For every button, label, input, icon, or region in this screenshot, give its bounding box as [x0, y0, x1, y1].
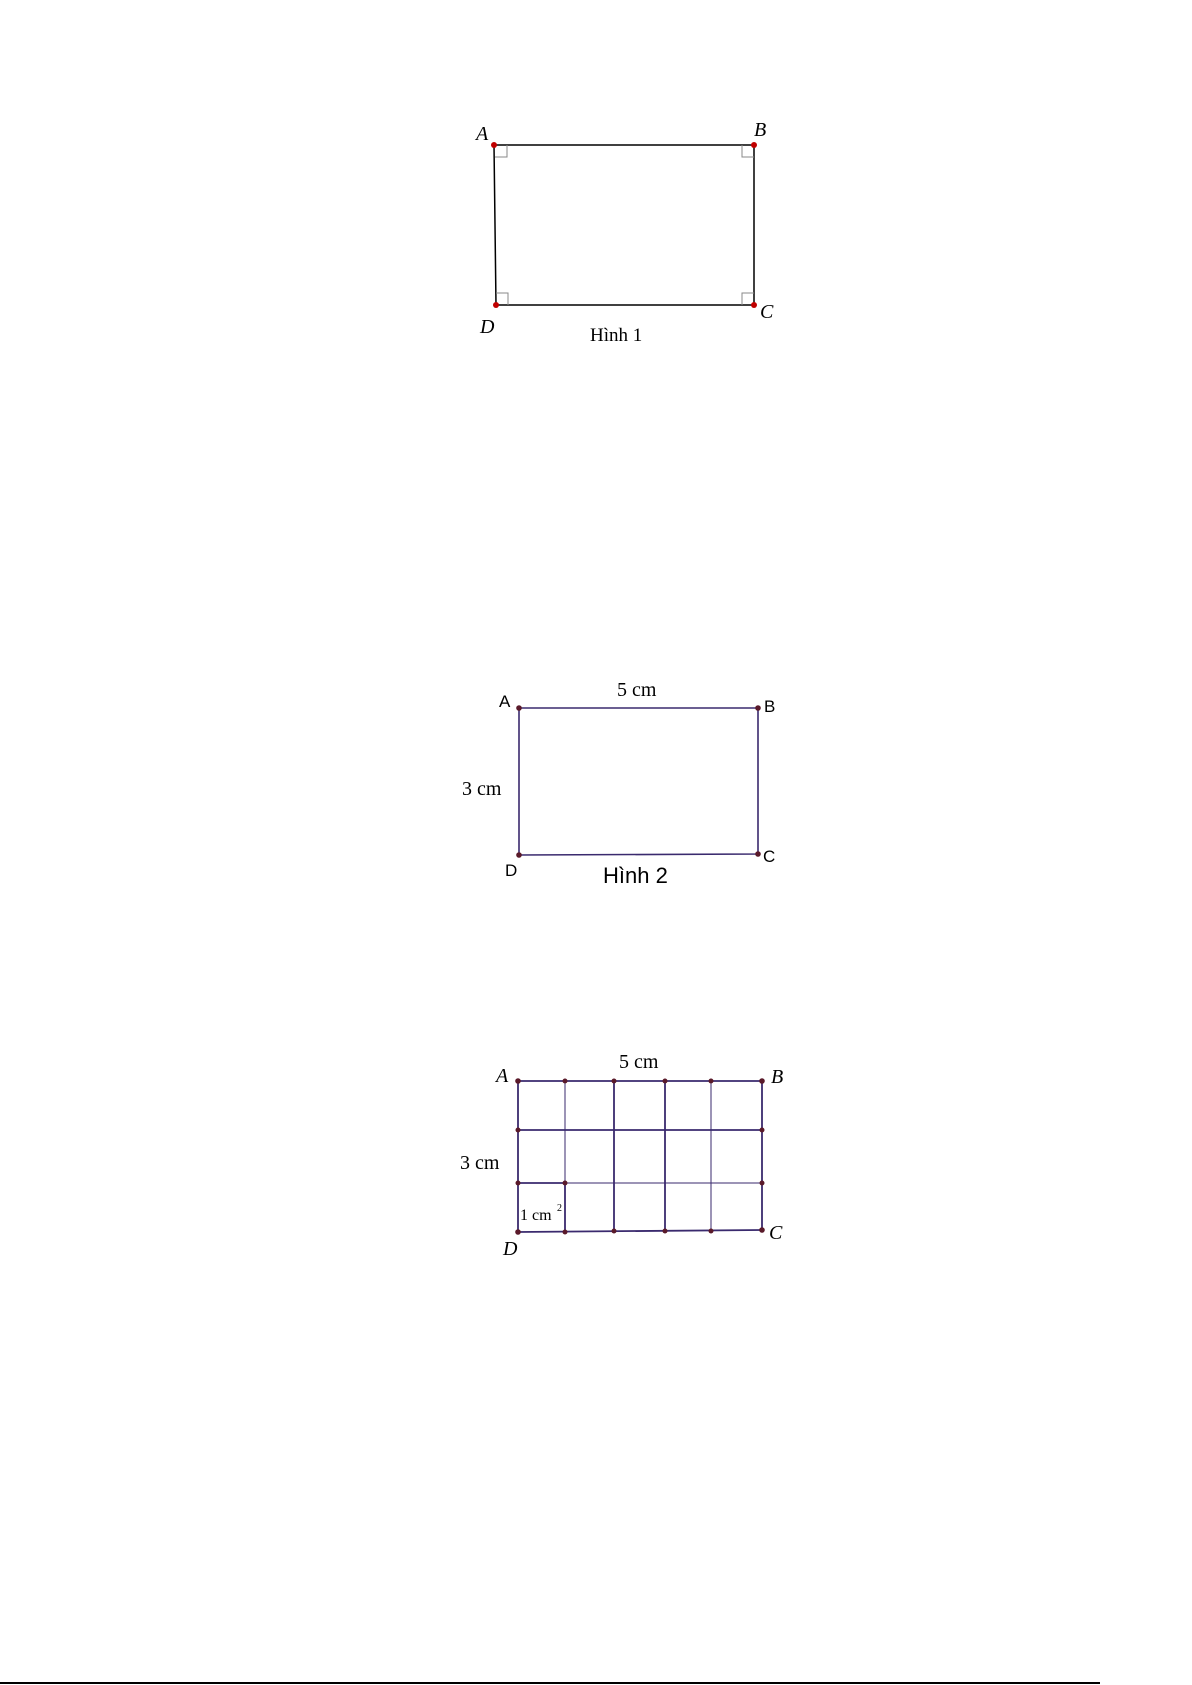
point-c [755, 851, 761, 857]
figure-1-rectangle-diagram [0, 100, 1192, 360]
grid-points [515, 1078, 765, 1235]
vertex-label-d: D [505, 861, 518, 880]
point-a [515, 1078, 521, 1084]
figure-2-caption: Hình 2 [603, 863, 668, 888]
unit-cell-label: 1 cm [520, 1207, 552, 1224]
right-angle-marker-a [495, 145, 507, 157]
point-b [759, 1078, 765, 1084]
figure-2-rectangle-diagram [0, 670, 1192, 900]
grid-point [663, 1079, 668, 1084]
point-d [516, 852, 522, 858]
grid-point [612, 1079, 617, 1084]
vertex-label-b: B [754, 119, 767, 141]
grid-point [516, 1181, 521, 1186]
top-length-label: 5 cm [619, 1051, 659, 1073]
grid-point [563, 1181, 568, 1186]
rectangle-abcd [519, 708, 758, 855]
vertex-label-d: D [480, 316, 495, 338]
unit-cell-exponent: 2 [557, 1203, 562, 1214]
grid-point [563, 1230, 568, 1235]
grid-point [709, 1229, 714, 1234]
page-bottom-rule [0, 1682, 1100, 1684]
grid-point [516, 1128, 521, 1133]
point-c [751, 302, 757, 308]
point-a [491, 142, 497, 148]
point-d [515, 1229, 521, 1235]
left-length-label: 3 cm [460, 1152, 500, 1174]
grid-point [612, 1229, 617, 1234]
point-b [755, 705, 761, 711]
vertex-label-b: B [771, 1066, 784, 1088]
grid-line-bottom [518, 1230, 762, 1232]
left-length-label: 3 cm [462, 778, 502, 800]
vertex-label-b: B [764, 697, 776, 716]
vertex-label-a: A [476, 123, 489, 145]
grid-point [760, 1128, 765, 1133]
rectangle-abcd [494, 145, 754, 305]
vertex-label-a: A [499, 692, 511, 711]
point-b [751, 142, 757, 148]
vertex-label-c: C [760, 301, 774, 323]
grid-point [760, 1181, 765, 1186]
grid-point [709, 1079, 714, 1084]
grid-point [663, 1229, 668, 1234]
grid-lines [518, 1081, 762, 1232]
figure-1-caption: Hình 1 [590, 325, 643, 346]
point-c [759, 1227, 765, 1233]
vertex-label-a: A [496, 1065, 509, 1087]
vertex-label-c: C [769, 1222, 783, 1244]
vertex-label-c: C [763, 847, 776, 866]
top-length-label: 5 cm [617, 679, 657, 701]
grid-point [563, 1079, 568, 1084]
point-d [493, 302, 499, 308]
point-a [516, 705, 522, 711]
vertex-label-d: D [503, 1238, 518, 1260]
figure-3-grid-diagram [0, 1040, 1192, 1270]
